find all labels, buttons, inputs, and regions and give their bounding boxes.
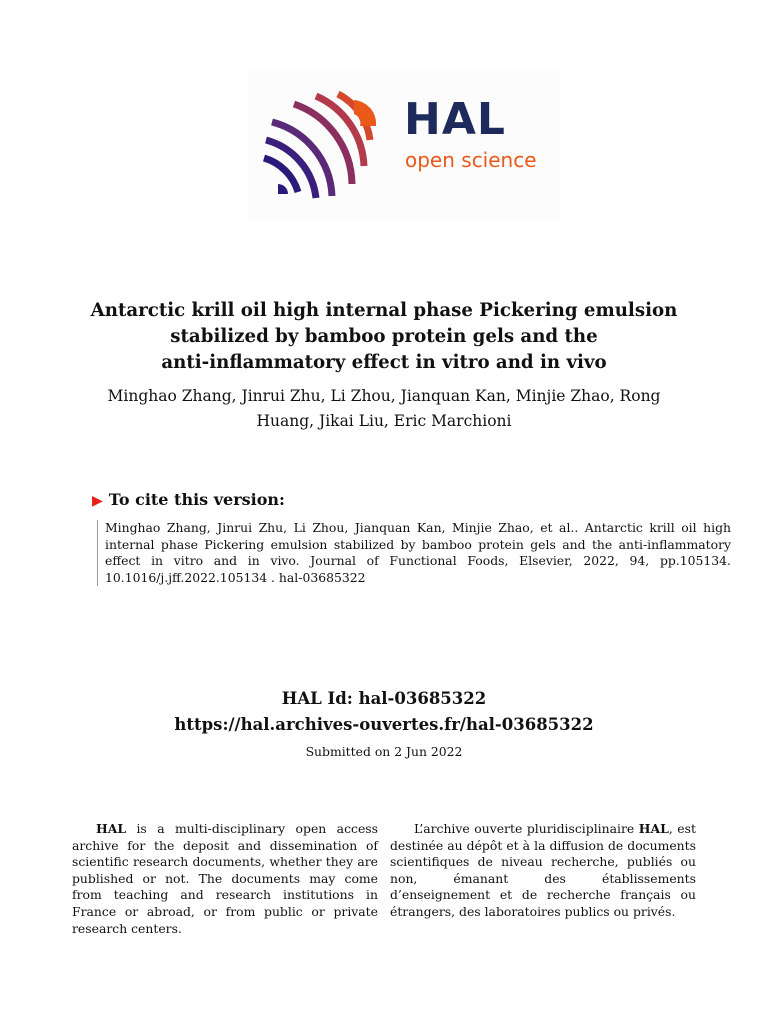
logo-wordmark: HAL: [404, 94, 506, 145]
abstract-french-pre: L’archive ouverte pluridisciplinaire: [414, 821, 639, 836]
hal-bold: HAL: [638, 821, 669, 836]
abstract-english-text: is a multi-disciplinary open access archive for the deposit and dissemination of scientific research documents, whether they are published or not. The documents may come from teaching and research institutions in France or abroad, or from public or private research centers.: [72, 821, 378, 936]
title-line: anti-inflammatory effect in vitro and in vivo: [161, 352, 607, 373]
cite-heading: [92, 490, 285, 509]
hal-logo-icon: [258, 88, 388, 208]
abstract-french: [390, 821, 696, 921]
hal-logo: [248, 70, 560, 220]
author-line: Minghao Zhang, Jinrui Zhu, Li Zhou, Jianquan Kan, Minjie Zhao, Rong: [107, 387, 661, 405]
title-line: Antarctic krill oil high internal phase Pickering emulsion: [90, 300, 678, 321]
abstract-french-text: , est destinée au dépôt et à la diffusion de documents scientifiques de niveau recherche, publiés ou non, émanant des établissements d’enseignement et de recherche français ou étrangers, des laboratoires publics ou privés.: [390, 821, 696, 919]
triangle-right-icon: ▶: [92, 493, 103, 509]
citation-text: Minghao Zhang, Jinrui Zhu, Li Zhou, Jianquan Kan, Minjie Zhao, et al.. Antarctic krill oil high internal phase Pickering emulsion stabilized by bamboo protein gels and the anti-inflammatory effect in vitro and in vivo. Journal of Functional Foods, Elsevier, 2022, 94, pp.105134. 10.1016/j.jff.2022.105134 . hal-03685322: [97, 520, 731, 586]
hal-id: HAL Id: hal-03685322: [281, 689, 487, 708]
cite-heading-text: To cite this version:: [108, 490, 285, 509]
hal-bold: HAL: [96, 821, 127, 836]
paper-title: [60, 298, 708, 376]
submission-date: Submitted on 2 Jun 2022: [305, 744, 463, 759]
logo-tagline: open science: [405, 148, 537, 172]
author-line: Huang, Jikai Liu, Eric Marchioni: [256, 412, 512, 430]
hal-url-link[interactable]: https://hal.archives-ouvertes.fr/hal-03685322: [174, 715, 594, 734]
author-list: [80, 384, 688, 434]
abstract-english: [72, 821, 378, 937]
title-line: stabilized by bamboo protein gels and the: [170, 326, 598, 347]
hal-identifier: [60, 686, 708, 738]
